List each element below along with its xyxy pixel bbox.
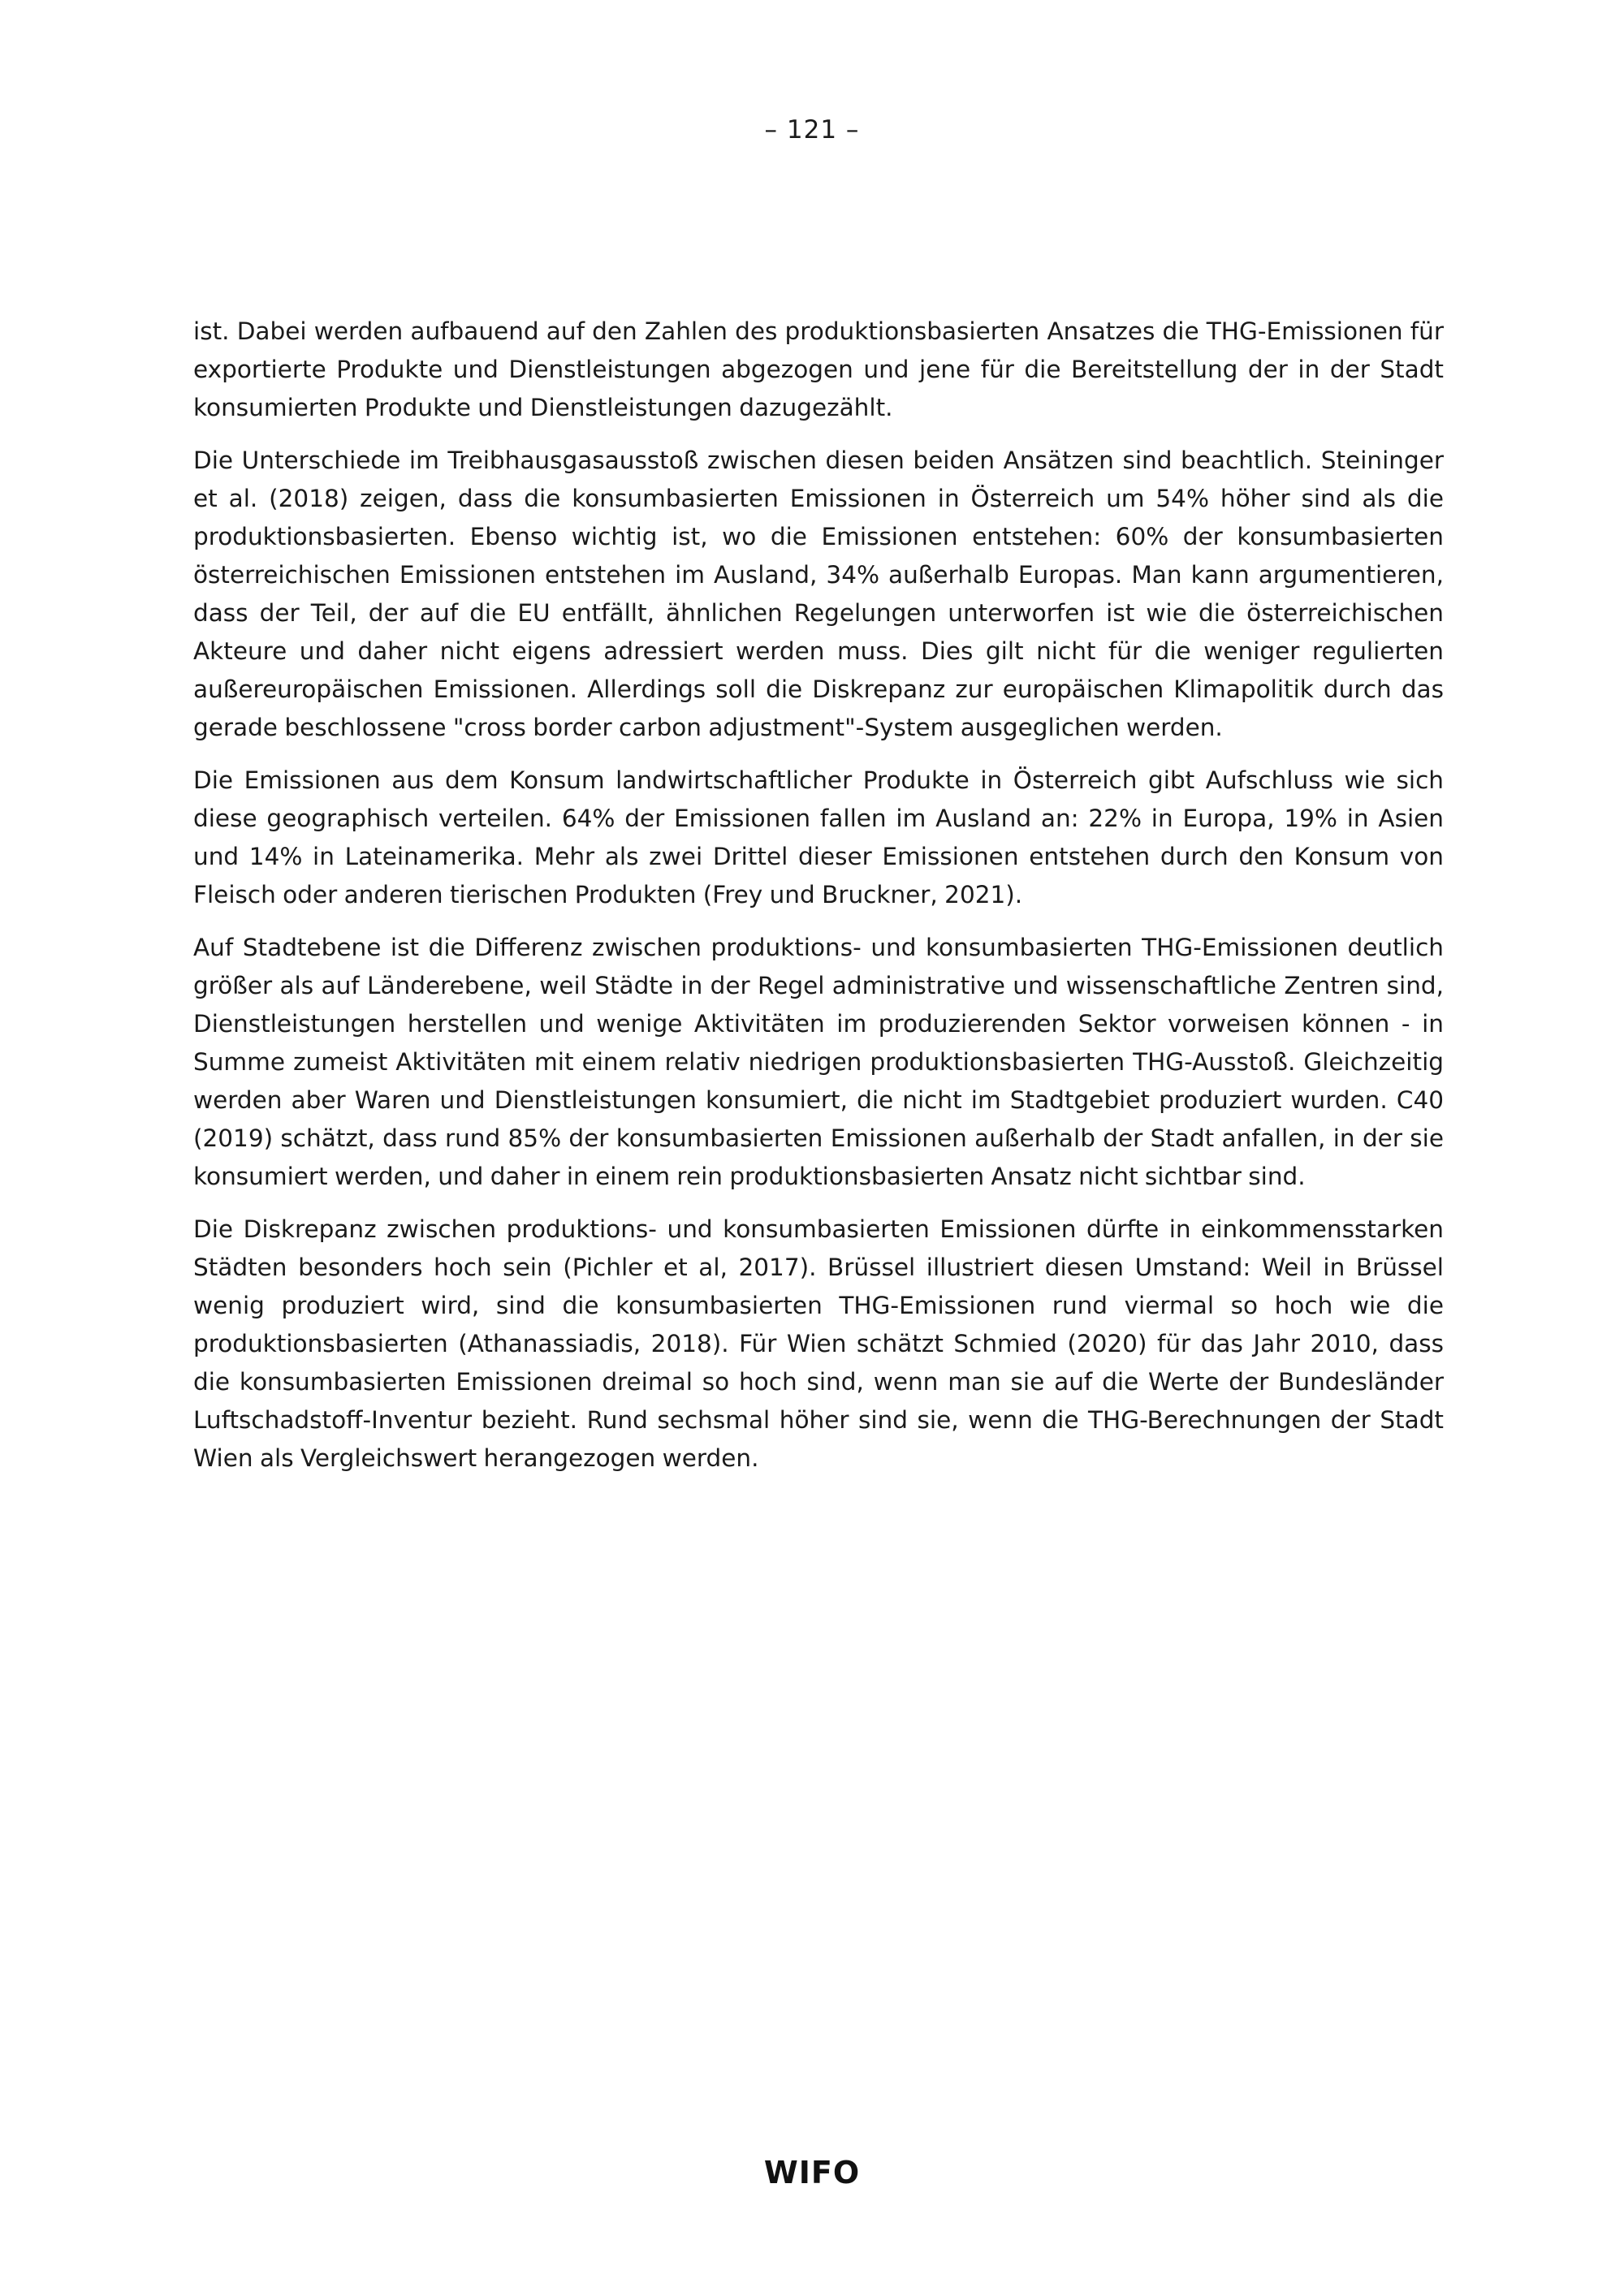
paragraph-4: Auf Stadtebene ist die Differenz zwischen produktions- und konsumbasierten THG-Emissionen deutlich größer als auf Länderebene, weil Städte in der Regel administrative und wissenschaftliche Zentren sind, Dienstleistungen herstellen und wenige Aktivitäten im produzierenden Sektor vorweisen können - in Summe zumeist Aktivitäten mit einem relativ niedrigen produktionsbasierten THG-Ausstoß. Gleichzeitig werden aber Waren und Dienstleistungen konsumiert, die nicht im Stadtgebiet produziert wurden. C40 (2019) schätzt, dass rund 85% der konsumbasierten Emissionen außerhalb der Stadt anfallen, in der sie konsumiert werden, und daher in einem rein produktionsbasierten Ansatz nicht sichtbar sind. [193, 934, 1444, 1190]
paragraph-2: Die Unterschiede im Treibhausgasausstoß zwischen diesen beiden Ansätzen sind beachtlich. Steininger et al. (2018) zeigen, dass die konsumbasierten Emissionen in Österreich um 54% höher sind als die produktionsbasierten. Ebenso wichtig ist, wo die Emissionen entstehen: 60% der konsumbasierten österreichischen Emissionen entstehen im Ausland, 34% außerhalb Europas. Man kann argumentieren, dass der Teil, der auf die EU entfällt, ähnlichen Regelungen unterworfen ist wie die österreichischen Akteure und daher nicht eigens adressiert werden muss. Dies gilt nicht für die weniger regulierten außereuropäischen Emissionen. Allerdings soll die Diskrepanz zur europäischen Klimapolitik durch das gerade beschlossene "cross border carbon adjustment"-System ausgeglichen werden. [193, 447, 1444, 741]
wifo-logo [0, 2155, 1624, 2190]
paragraph-1: ist. Dabei werden aufbauend auf den Zahlen des produktionsbasierten Ansatzes die THG-Emissionen für exportierte Produkte und Dienstleistungen abgezogen und jene für die Bereitstellung der in der Stadt konsumierten Produkte und Dienstleistungen dazugezählt. [193, 317, 1444, 421]
body-text [193, 313, 1444, 1492]
paragraph-5: Die Diskrepanz zwischen produktions- und konsumbasierten Emissionen dürfte in einkommensstarken Städten besonders hoch sein (Pichler et al, 2017). Brüssel illustriert diesen Umstand: Weil in Brüssel wenig produziert wird, sind die konsumbasierten THG-Emissionen rund viermal so hoch wie die produktionsbasierten (Athanassiadis, 2018). Für Wien schätzt Schmied (2020) für das Jahr 2010, dass die konsumbasierten Emissionen dreimal so hoch sind, wenn man sie auf die Werte der Bundesländer Luftschadstoff-Inventur bezieht. Rund sechsmal höher sind sie, wenn die THG-Berechnungen der Stadt Wien als Vergleichswert herangezogen werden. [193, 1215, 1444, 1472]
page-number: – 121 – [764, 115, 860, 145]
wifo-logo-text: WIFO [763, 2155, 861, 2190]
paragraph-3: Die Emissionen aus dem Konsum landwirtschaftlicher Produkte in Österreich gibt Aufschluss wie sich diese geographisch verteilen. 64% der Emissionen fallen im Ausland an: 22% in Europa, 19% in Asien und 14% in Lateinamerika. Mehr als zwei Drittel dieser Emissionen entstehen durch den Konsum von Fleisch oder anderen tierischen Produkten (Frey und Bruckner, 2021). [193, 766, 1444, 908]
